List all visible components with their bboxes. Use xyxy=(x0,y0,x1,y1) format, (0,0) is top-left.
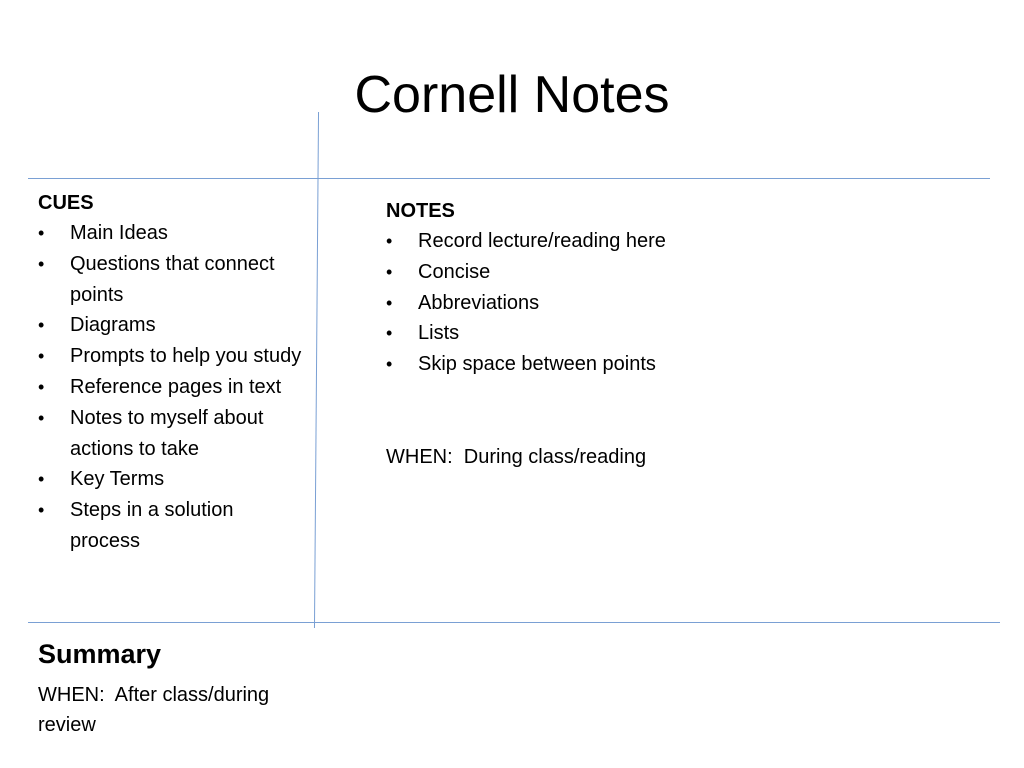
notes-item-text: Record lecture/reading here xyxy=(418,230,666,252)
notes-list-item xyxy=(386,288,986,319)
cues-heading: CUES xyxy=(38,192,94,214)
cues-item-text: Steps in a solution process xyxy=(70,499,234,552)
bullet-icon: • xyxy=(38,500,45,521)
notes-column xyxy=(386,196,986,472)
top-divider-line xyxy=(28,178,990,179)
notes-item-text: Abbreviations xyxy=(418,291,540,314)
column-divider-line xyxy=(314,112,319,628)
summary-heading: Summary xyxy=(38,639,162,669)
bullet-icon: • xyxy=(386,261,393,282)
notes-item-text: Concise xyxy=(418,260,491,283)
notes-item-text: Lists xyxy=(418,322,460,345)
notes-heading: NOTES xyxy=(386,200,455,222)
bullet-icon: • xyxy=(386,231,393,251)
summary-section xyxy=(38,636,298,740)
cues-list-item xyxy=(38,372,306,403)
notes-list-item xyxy=(386,318,986,349)
cues-list-item xyxy=(38,403,306,465)
cues-list-item xyxy=(38,464,306,495)
bullet-icon: • xyxy=(386,292,393,313)
bullet-icon: • xyxy=(38,376,45,397)
bullet-icon: • xyxy=(38,469,45,490)
cues-list xyxy=(38,218,306,557)
cues-item-text: Reference pages in text xyxy=(70,375,282,398)
notes-when-text: WHEN: During class/reading xyxy=(386,445,647,468)
cues-item-text: Main Ideas xyxy=(70,222,168,244)
bullet-icon: • xyxy=(38,315,45,336)
cues-list-item xyxy=(38,218,306,249)
notes-list xyxy=(386,226,986,380)
page-title: Cornell Notes xyxy=(354,66,670,124)
bullet-icon: • xyxy=(386,323,393,344)
cues-list-item xyxy=(38,341,306,372)
cues-list-item xyxy=(38,249,306,311)
cues-column xyxy=(38,188,306,557)
bullet-icon: • xyxy=(38,253,45,274)
bullet-icon: • xyxy=(386,354,393,375)
cues-item-text: Questions that connect points xyxy=(70,252,275,306)
bullet-icon: • xyxy=(38,223,45,243)
cues-item-text: Prompts to help you study xyxy=(70,345,302,368)
bullet-icon: • xyxy=(38,407,45,428)
notes-item-text: Skip space between points xyxy=(418,353,656,376)
notes-list-item xyxy=(386,257,986,288)
summary-when-text: WHEN: After class/during review xyxy=(38,684,275,736)
cues-list-item xyxy=(38,310,306,341)
notes-list-item xyxy=(386,226,986,257)
notes-list-item xyxy=(386,349,986,380)
summary-divider-line xyxy=(28,622,1000,623)
cues-item-text: Key Terms xyxy=(70,468,165,491)
cues-item-text: Diagrams xyxy=(70,314,156,337)
cues-list-item xyxy=(38,495,306,557)
cues-item-text: Notes to myself about actions to take xyxy=(70,406,264,460)
bullet-icon: • xyxy=(38,346,45,367)
